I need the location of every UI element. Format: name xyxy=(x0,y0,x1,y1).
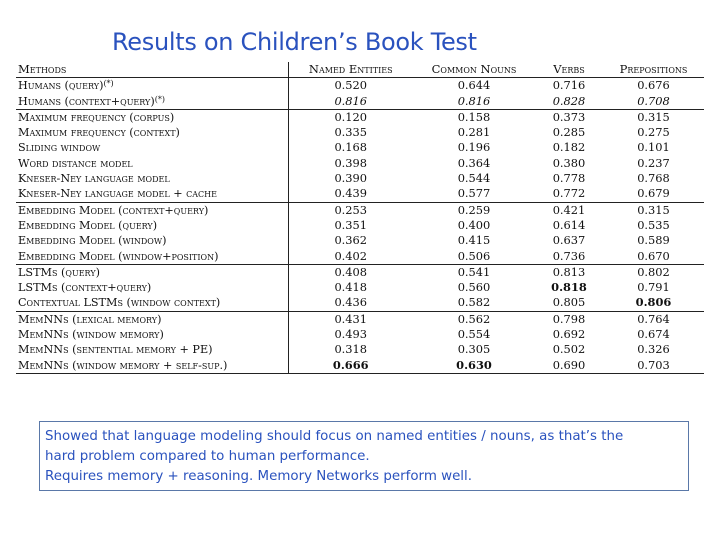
method-name: Kneser-Ney language model + cache xyxy=(18,187,217,201)
score-cell: 0.196 xyxy=(457,140,491,155)
method-name-cell xyxy=(16,78,288,94)
score-cell: 0.582 xyxy=(413,295,535,311)
score-cell: 0.315 xyxy=(637,109,670,124)
method-name: MemNNs (sentential memory + PE) xyxy=(18,343,213,357)
score-cell: 0.362 xyxy=(334,233,368,248)
score-cell: 0.716 xyxy=(552,78,586,93)
table-row xyxy=(16,280,704,295)
score-cell: 0.736 xyxy=(535,249,603,265)
method-name: Humans (context+query) xyxy=(18,94,155,108)
method-name: Maximum frequency (corpus) xyxy=(18,110,175,124)
score-cell: 0.436 xyxy=(288,295,413,311)
score-cell: 0.562 xyxy=(457,311,491,326)
score-cell: 0.101 xyxy=(637,140,670,155)
score-cell: 0.692 xyxy=(552,327,586,342)
score-cell: 0.253 xyxy=(334,202,368,217)
method-name: MemNNs (lexical memory) xyxy=(18,312,162,326)
score-cell: 0.768 xyxy=(637,171,670,186)
score-cell: 0.708 xyxy=(603,94,704,110)
score-cell: 0.806 xyxy=(603,295,704,311)
header-methods: Methods xyxy=(16,62,288,78)
method-name: LSTMs (query) xyxy=(18,265,100,279)
score-cell: 0.614 xyxy=(552,217,586,232)
method-name-cell xyxy=(16,233,288,248)
score-cell: 0.421 xyxy=(552,202,586,217)
method-name: MemNNs (window memory + self-sup.) xyxy=(18,358,228,372)
method-name-cell xyxy=(16,311,288,327)
table-row xyxy=(16,218,704,233)
score-cell: 0.666 xyxy=(288,358,413,374)
score-cell: 0.560 xyxy=(457,280,491,295)
table-row xyxy=(16,295,704,311)
score-cell: 0.544 xyxy=(457,171,491,186)
score-cell: 0.390 xyxy=(334,171,368,186)
table-row xyxy=(16,171,704,186)
table-row xyxy=(16,264,704,280)
score-cell: 0.690 xyxy=(535,358,603,374)
method-name-cell xyxy=(16,249,288,265)
method-name: Kneser-Ney language model xyxy=(18,172,170,186)
score-cell: 0.439 xyxy=(288,186,413,202)
score-cell: 0.828 xyxy=(535,94,603,110)
table-row xyxy=(16,233,704,248)
score-cell: 0.772 xyxy=(535,186,603,202)
score-cell: 0.351 xyxy=(334,217,368,232)
table-row xyxy=(16,311,704,327)
header-verbs: Verbs xyxy=(535,62,603,78)
score-cell: 0.676 xyxy=(637,78,670,93)
score-cell: 0.402 xyxy=(288,249,413,265)
score-cell: 0.818 xyxy=(551,280,587,295)
method-name-cell xyxy=(16,327,288,342)
method-name-cell xyxy=(16,295,288,311)
method-name: Sliding window xyxy=(18,141,101,155)
score-cell: 0.415 xyxy=(457,233,491,248)
score-cell: 0.506 xyxy=(413,249,535,265)
score-cell: 0.168 xyxy=(334,140,368,155)
score-cell: 0.703 xyxy=(603,358,704,374)
score-cell: 0.637 xyxy=(552,233,586,248)
score-cell: 0.589 xyxy=(637,233,670,248)
table-row xyxy=(16,94,704,110)
score-cell: 0.380 xyxy=(552,155,586,170)
score-cell: 0.520 xyxy=(334,78,368,93)
score-cell: 0.674 xyxy=(637,327,670,342)
score-cell: 0.764 xyxy=(637,311,670,326)
score-cell: 0.373 xyxy=(552,109,586,124)
score-cell: 0.418 xyxy=(334,280,368,295)
score-cell: 0.408 xyxy=(334,264,368,279)
table-row xyxy=(16,186,704,202)
score-cell: 0.778 xyxy=(552,171,586,186)
method-name-cell xyxy=(16,186,288,202)
method-name-cell xyxy=(16,156,288,171)
score-cell: 0.805 xyxy=(535,295,603,311)
results-table-body xyxy=(16,78,704,374)
score-cell: 0.679 xyxy=(603,186,704,202)
score-cell: 0.630 xyxy=(413,358,535,374)
score-cell: 0.431 xyxy=(334,311,368,326)
method-name: Embedding Model (window) xyxy=(18,234,167,248)
results-table xyxy=(16,62,704,374)
score-cell: 0.798 xyxy=(552,311,586,326)
score-cell: 0.813 xyxy=(552,264,586,279)
score-cell: 0.816 xyxy=(288,94,413,110)
header-named-entities: Named Entities xyxy=(288,62,413,78)
method-name: Maximum frequency (context) xyxy=(18,126,180,140)
header-prepositions: Prepositions xyxy=(603,62,704,78)
summary-note-box xyxy=(39,421,689,491)
method-name-cell xyxy=(16,202,288,218)
table-row xyxy=(16,358,704,374)
score-cell: 0.554 xyxy=(457,327,491,342)
score-cell: 0.305 xyxy=(457,342,491,357)
method-name-cell xyxy=(16,264,288,280)
score-cell: 0.493 xyxy=(334,327,368,342)
method-name: Humans (query) xyxy=(18,79,104,93)
table-row xyxy=(16,78,704,94)
score-cell: 0.816 xyxy=(413,94,535,110)
score-cell: 0.400 xyxy=(457,217,491,232)
method-name: LSTMs (context+query) xyxy=(18,281,152,295)
score-cell: 0.791 xyxy=(637,280,670,295)
score-cell: 0.275 xyxy=(637,125,670,140)
method-name: MemNNs (window memory) xyxy=(18,328,164,342)
method-name-cell xyxy=(16,125,288,140)
score-cell: 0.318 xyxy=(334,342,368,357)
note-line: Showed that language modeling should focus on named entities / nouns, as that’s the xyxy=(45,429,624,444)
method-name: Contextual LSTMs (window context) xyxy=(18,296,221,310)
header-common-nouns: Common Nouns xyxy=(413,62,535,78)
table-row xyxy=(16,125,704,140)
score-cell: 0.398 xyxy=(334,155,368,170)
method-name-cell xyxy=(16,109,288,125)
score-cell: 0.158 xyxy=(457,109,491,124)
note-line: hard problem compared to human performance. xyxy=(45,449,370,464)
method-name-cell xyxy=(16,140,288,155)
score-cell: 0.670 xyxy=(603,249,704,265)
note-line: Requires memory + reasoning. Memory Networks perform well. xyxy=(45,469,473,484)
table-row xyxy=(16,249,704,265)
score-cell: 0.802 xyxy=(637,264,670,279)
method-name-cell xyxy=(16,358,288,374)
method-name-cell xyxy=(16,342,288,357)
score-cell: 0.281 xyxy=(457,125,491,140)
method-name-cell xyxy=(16,280,288,295)
score-cell: 0.326 xyxy=(637,342,670,357)
score-cell: 0.364 xyxy=(457,155,491,170)
footnote-marker: (*) xyxy=(154,94,165,104)
table-row xyxy=(16,202,704,218)
score-cell: 0.285 xyxy=(552,125,586,140)
table-row xyxy=(16,342,704,357)
table-row xyxy=(16,156,704,171)
score-cell: 0.541 xyxy=(457,264,491,279)
method-name: Embedding Model (window+position) xyxy=(18,249,219,263)
method-name-cell xyxy=(16,218,288,233)
slide-title: Results on Children’s Book Test xyxy=(112,28,477,56)
score-cell: 0.120 xyxy=(334,109,368,124)
table-header-row xyxy=(16,62,704,78)
score-cell: 0.502 xyxy=(552,342,586,357)
method-name-cell xyxy=(16,94,288,110)
table-row xyxy=(16,109,704,125)
score-cell: 0.577 xyxy=(413,186,535,202)
method-name: Embedding Model (query) xyxy=(18,218,158,232)
score-cell: 0.259 xyxy=(457,202,491,217)
method-name: Word distance model xyxy=(18,156,133,170)
score-cell: 0.237 xyxy=(637,155,670,170)
method-name: Embedding Model (context+query) xyxy=(18,203,209,217)
score-cell: 0.335 xyxy=(334,125,368,140)
score-cell: 0.644 xyxy=(457,78,491,93)
method-name-cell xyxy=(16,171,288,186)
score-cell: 0.535 xyxy=(637,217,670,232)
score-cell: 0.182 xyxy=(552,140,586,155)
table-row xyxy=(16,140,704,155)
table-row xyxy=(16,327,704,342)
score-cell: 0.315 xyxy=(637,202,670,217)
footnote-marker: (*) xyxy=(103,79,114,89)
